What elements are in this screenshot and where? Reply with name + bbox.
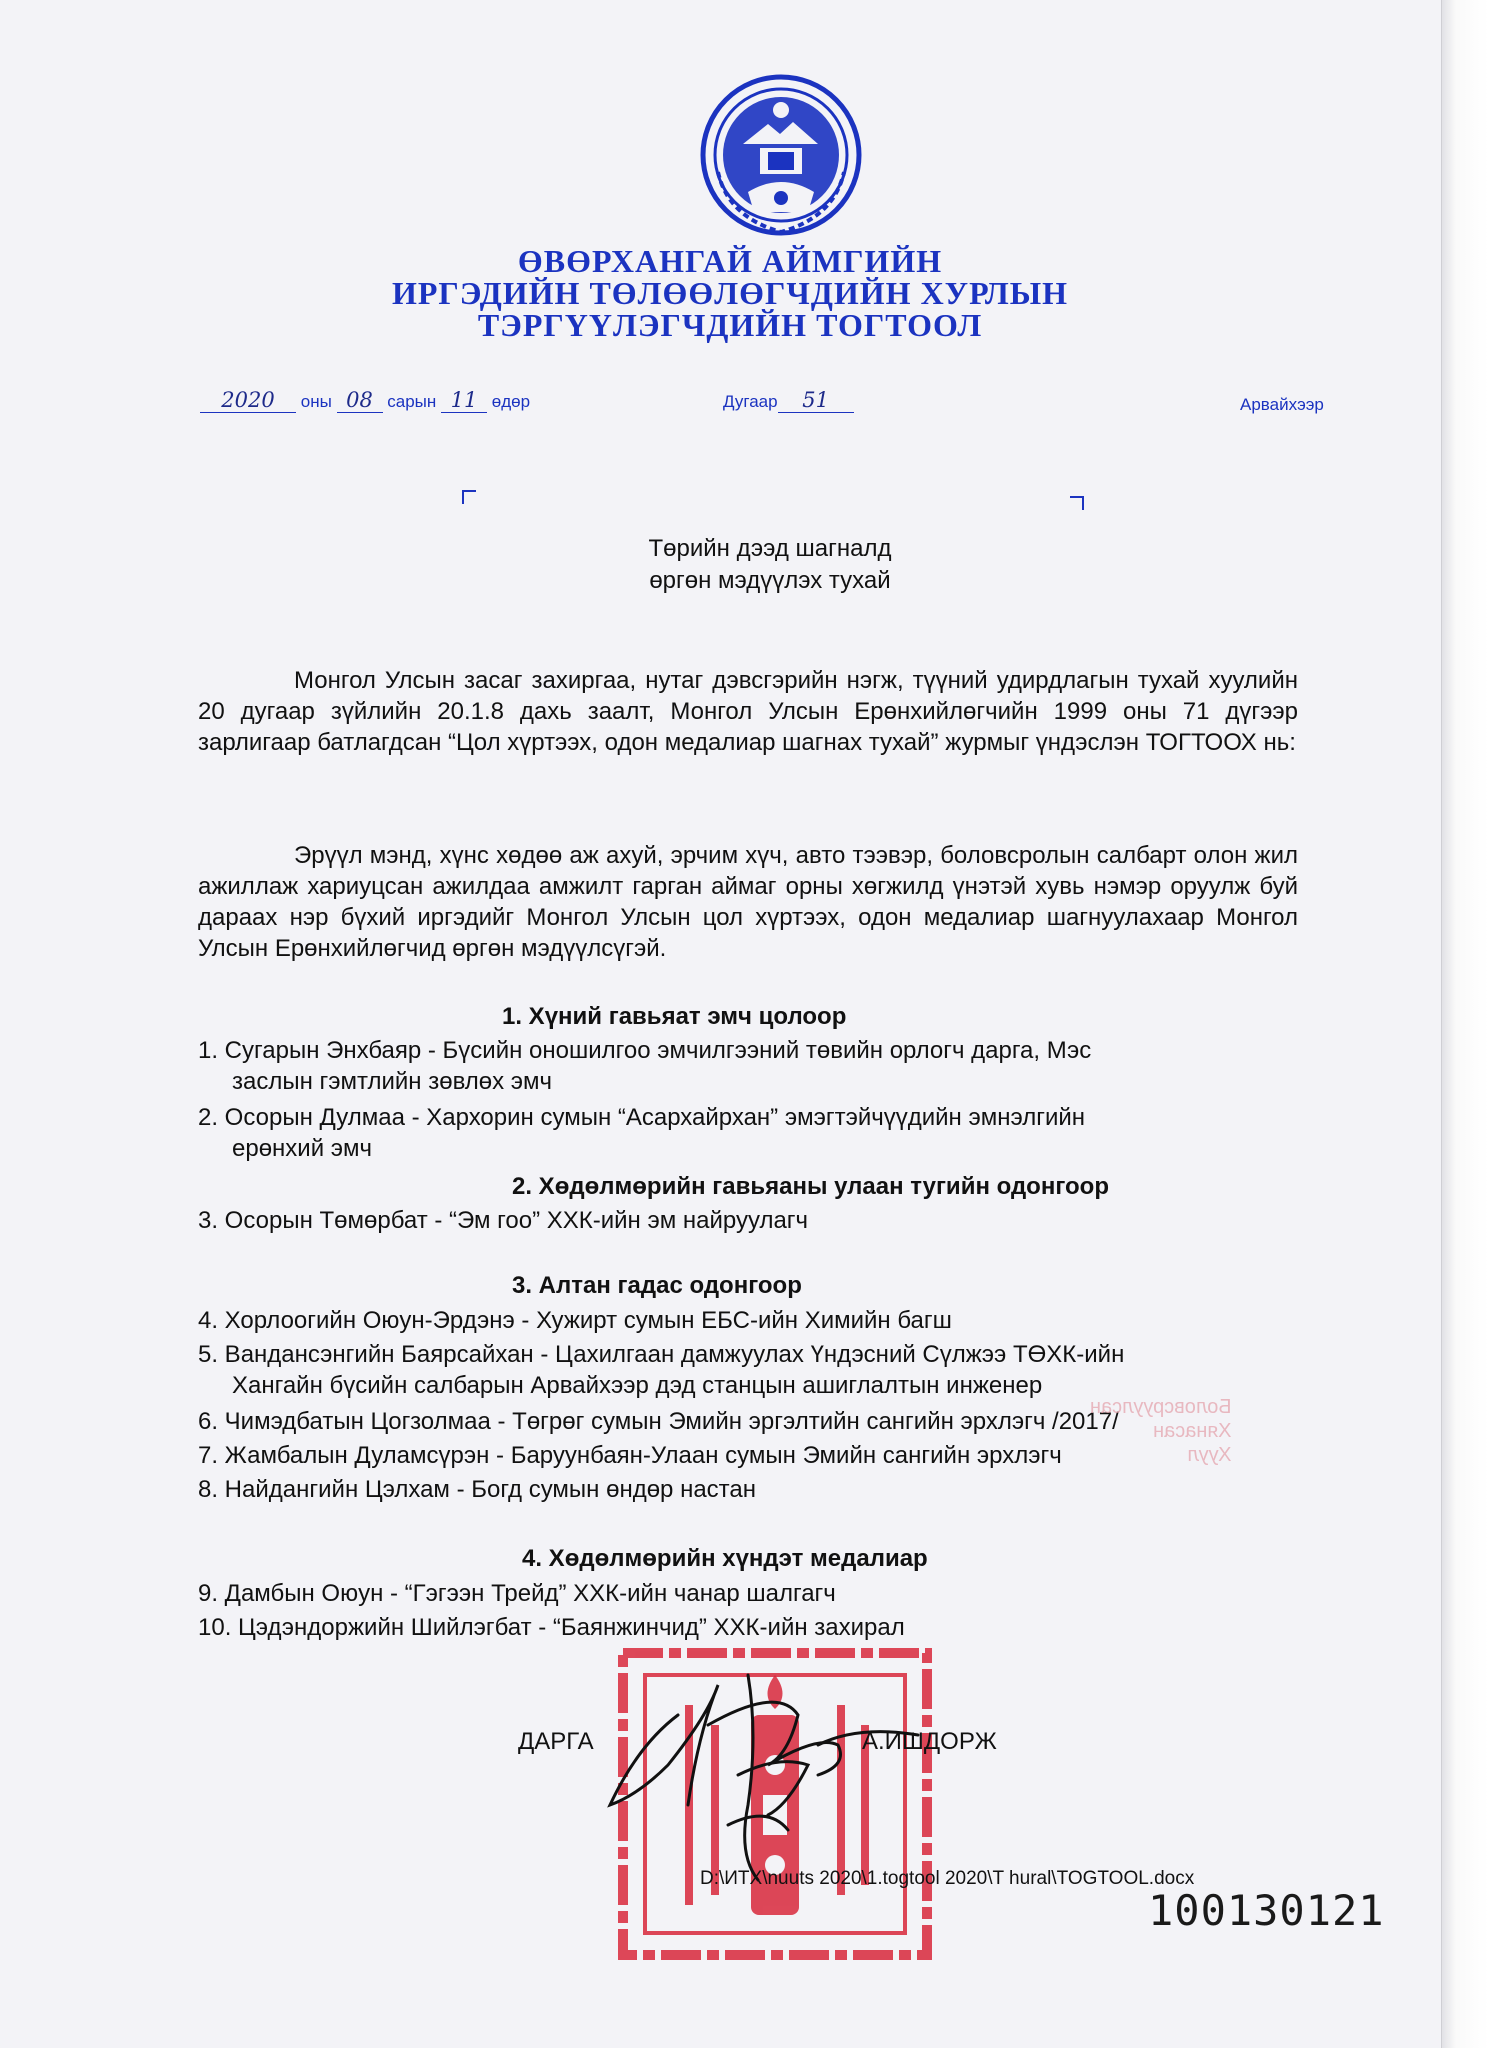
section-heading-4: 4. Хөдөлмөрийн хүндэт медалиар: [522, 1545, 928, 1572]
list-item-line: 1. Сугарын Энхбаяр - Бүсийн оношилгоо эмчилгээний төвийн орлогч дарга, Мэс: [198, 1037, 1092, 1064]
list-item-line: 7. Жамбалын Дуламсүрэн - Баруунбаян-Улаан сумын Эмийн сангийн эрхлэгч: [198, 1442, 1062, 1469]
list-item-line: 9. Дамбын Оюун - “Гэгээн Трейд” ХХК-ийн чанар шалгагч: [198, 1580, 836, 1607]
list-item-line: Хангайн бүсийн салбарын Арвайхээр дэд станцын ашиглалтын инженер: [232, 1372, 1043, 1399]
title-line-2: өргөн мэдүүлэх тухай: [649, 567, 891, 594]
list-item-line: ерөнхий эмч: [232, 1135, 373, 1162]
date-month: 08: [337, 388, 383, 413]
page-edge: [1441, 0, 1489, 2048]
handwritten-signature: [598, 1655, 928, 1885]
list-item-line: заслын гэмтлийн зөвлөх эмч: [232, 1068, 553, 1095]
month-suffix: сарын: [387, 392, 437, 411]
title-bracket-left: [462, 490, 476, 504]
list-item: [198, 1578, 836, 1609]
document-number: 51: [778, 388, 854, 413]
header-line-3: ТЭРГҮҮЛЭГЧДИЙН ТОГТООЛ: [477, 307, 983, 343]
header-line-1: ӨВӨРХАНГАЙ АЙМГИЙН: [517, 243, 943, 279]
number-label: Дугаар: [723, 392, 778, 411]
issuing-authority-header: [380, 245, 1080, 341]
list-item: [198, 1440, 1062, 1471]
header-line-2: ИРГЭДИЙН ТӨЛӨӨЛӨГЧДИЙН ХУРЛЫН: [391, 275, 1069, 311]
number-line: [723, 388, 854, 413]
paragraph-1: Монгол Улсын засаг захиргаа, нутаг дэвсгэрийн нэгж, түүний удирдлагын тухай хуулийн 20 дугаар зүйлийн 20.1.8 дахь заалт, Монгол Улсын Ерөнхийлөгчийн 1999 оны 71 дүгээр зарлигаар батлагдсан “Цол хүртээх, одон медалиар шагнах тухай” журмыг үндэслэн ТОГТООХ нь:: [198, 667, 1298, 756]
day-suffix: өдөр: [491, 392, 531, 411]
list-item-line: 6. Чимэдбатын Цогзолмаа - Төгрөг сумын Эмийн эргэлтийн сангийн эрхлэгч /2017/: [198, 1408, 1119, 1435]
list-item: [198, 1205, 808, 1236]
section-heading-1: 1. Хүний гавьяат эмч цолоор: [502, 1003, 847, 1030]
signatory-name: А.ИШДОРЖ: [862, 1728, 997, 1755]
list-item: [198, 1612, 905, 1643]
year-suffix: оны: [300, 392, 332, 411]
list-item-line: 8. Найдангийн Цэлхам - Богд сумын өндөр настан: [198, 1476, 756, 1503]
signatory-role: ДАРГА: [518, 1728, 594, 1755]
list-item: [198, 1474, 756, 1505]
section-heading-3: 3. Алтан гадас одонгоор: [512, 1272, 802, 1299]
file-path: D:\ИТХ\nuuts 2020\1.togtool 2020\T hural\TOGTOOL.docx: [700, 1868, 1195, 1889]
title-bracket-right: [1070, 496, 1084, 510]
list-item: [198, 1406, 1119, 1437]
list-item-line: 10. Цэдэндоржийн Шийлэгбат - “Баянжинчид” ХХК-ийн захирал: [198, 1614, 905, 1641]
date-year: 2020: [200, 388, 296, 413]
date-line: [200, 388, 530, 413]
list-item-line: 2. Осорын Дулмаа - Хархорин сумын “Асархайрхан” эмэгтэйчүүдийн эмнэлгийн: [198, 1104, 1086, 1131]
paragraph-2: Эрүүл мэнд, хүнс хөдөө аж ахуй, эрчим хүч, авто тээвэр, боловсролын салбарт олон жил ажиллаж хариуцсан ажилдаа амжилт гарган аймаг орны хөгжилд үнэтэй хувь нэмэр оруулж буй дараах нэр бүхий иргэдийг Монгол Улсын цол хүртээх, одон медалиар шагнуулахаар Монгол Улсын Ерөнхийлөгчид өргөн мэдүүлсүгэй.: [198, 842, 1298, 962]
list-item-line: 4. Хорлоогийн Оюун-Эрдэнэ - Хужирт сумын ЕБС-ийн Химийн багш: [198, 1307, 952, 1334]
title-line-1: Төрийн дээд шагналд: [648, 535, 892, 562]
section-heading-2: 2. Хөдөлмөрийн гавьяаны улаан тугийн одонгоор: [512, 1173, 1109, 1200]
document-title: [420, 533, 1120, 597]
resolution-paragraph: [198, 840, 1298, 964]
state-emblem: [698, 72, 864, 238]
date-day: 11: [441, 388, 487, 413]
bleed-through-text: Боловсруулсан Хянасан Хуул: [1090, 1396, 1232, 1466]
list-item: [198, 1339, 1124, 1401]
place: Арвайхээр: [1240, 395, 1324, 414]
list-item: [198, 1102, 1085, 1164]
list-item: [198, 1035, 1091, 1097]
list-item-line: 3. Осорын Төмөрбат - “Эм гоо” ХХК-ийн эм найруулагч: [198, 1207, 809, 1234]
list-item-line: 5. Вандансэнгийн Баярсайхан - Цахилгаан дамжуулах Үндэсний Сүлжээ ТӨХК-ийн: [198, 1341, 1125, 1368]
list-item: [198, 1305, 952, 1336]
serial-number: 100130121: [1148, 1886, 1385, 1935]
preamble-paragraph: [198, 665, 1298, 758]
